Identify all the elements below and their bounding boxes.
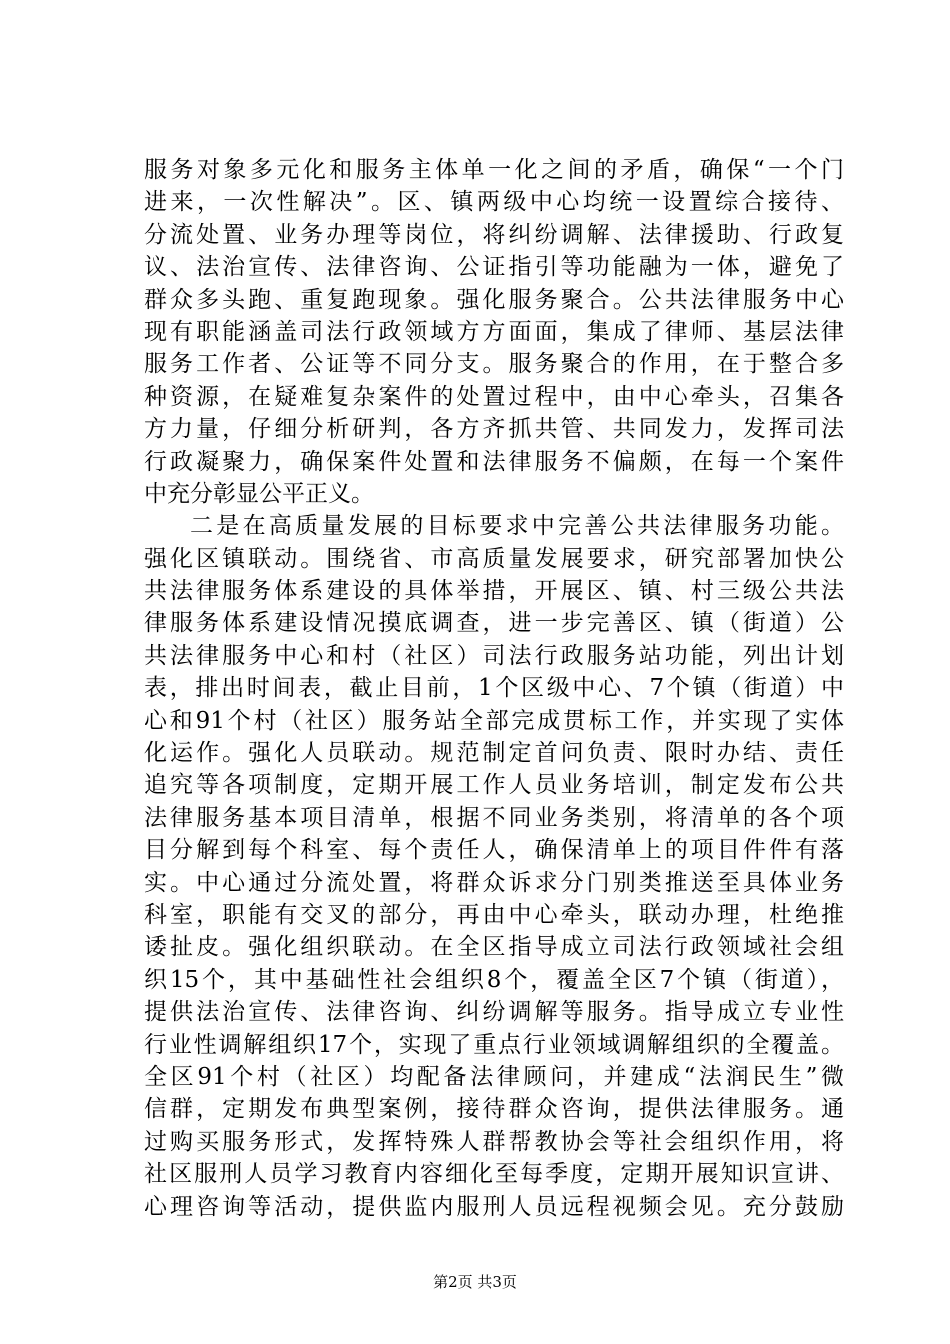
text-line: 分流处置、业务办理等岗位，将纠纷调解、法律援助、行政复 (144, 221, 844, 248)
text-line: 表，排出时间表，截止目前，1个区级中心、7个镇（街道）中 (144, 675, 844, 702)
text-line: 议、法治宣传、法律咨询、公证指引等功能融为一体，避免了 (144, 254, 844, 281)
text-line: 共法律服务中心和村（社区）司法行政服务站功能，列出计划 (144, 642, 844, 669)
text-line: 诿扯皮。强化组织联动。在全区指导成立司法行政领域社会组 (144, 934, 844, 961)
page-number: 第2页 共3页 (433, 1273, 517, 1291)
text-line: 二是在高质量发展的目标要求中完善公共法律服务功能。 (190, 513, 844, 540)
text-line: 群众多头跑、重复跑现象。强化服务聚合。公共法律服务中心 (144, 286, 844, 313)
text-line: 共法律服务体系建设的具体举措，开展区、镇、村三级公共法 (144, 578, 844, 605)
text-line: 进来，一次性解决”。区、镇两级中心均统一设置综合接待、 (144, 189, 844, 216)
text-line: 追究等各项制度，定期开展工作人员业务培训，制定发布公共 (144, 772, 844, 799)
text-line: 中充分彰显公平正义。 (144, 480, 374, 507)
text-line: 科室，职能有交叉的部分，再由中心牵头，联动办理，杜绝推 (144, 901, 844, 928)
text-line: 织15个，其中基础性社会组织8个，覆盖全区7个镇（街道）， (144, 966, 844, 993)
text-line: 现有职能涵盖司法行政领域方方面面，集成了律师、基层法律 (144, 318, 844, 345)
text-line: 心理咨询等活动，提供监内服刑人员远程视频会见。充分鼓励 (144, 1193, 844, 1220)
text-line: 强化区镇联动。围绕省、市高质量发展要求，研究部署加快公 (144, 545, 844, 572)
text-line: 方力量，仔细分析研判，各方齐抓共管、共同发力，发挥司法 (144, 416, 844, 443)
page-footer (0, 1272, 950, 1292)
text-line: 化运作。强化人员联动。规范制定首问负责、限时办结、责任 (144, 740, 844, 767)
text-line: 行政凝聚力，确保案件处置和法律服务不偏颇，在每一个案件 (144, 448, 844, 475)
text-line: 行业性调解组织17个，实现了重点行业领域调解组织的全覆盖。 (144, 1031, 844, 1058)
text-line: 提供法治宣传、法律咨询、纠纷调解等服务。指导成立专业性 (144, 999, 844, 1026)
page-body (144, 154, 844, 1223)
text-line: 服务工作者、公证等不同分支。服务聚合的作用，在于整合多 (144, 351, 844, 378)
paragraph (144, 154, 844, 510)
text-line: 社区服刑人员学习教育内容细化至每季度，定期开展知识宣讲、 (144, 1161, 844, 1188)
paragraph (144, 510, 844, 1223)
text-line: 服务对象多元化和服务主体单一化之间的矛盾，确保“一个门 (144, 157, 844, 183)
text-line: 种资源，在疑难复杂案件的处置过程中，由中心牵头，召集各 (144, 383, 844, 410)
text-line: 全区91个村（社区）均配备法律顾问，并建成“法润民生”微 (144, 1063, 844, 1090)
text-line: 过购买服务形式，发挥特殊人群帮教协会等社会组织作用，将 (144, 1128, 844, 1155)
text-line: 心和91个村（社区）服务站全部完成贯标工作，并实现了实体 (144, 707, 844, 734)
text-line: 律服务体系建设情况摸底调查，进一步完善区、镇（街道）公 (144, 610, 844, 637)
text-line: 目分解到每个科室、每个责任人，确保清单上的项目件件有落 (144, 837, 844, 864)
text-line: 实。中心通过分流处置，将群众诉求分门别类推送至具体业务 (144, 869, 844, 896)
text-line: 信群，定期发布典型案例，接待群众咨询，提供法律服务。通 (144, 1096, 844, 1123)
text-line: 法律服务基本项目清单，根据不同业务类别，将清单的各个项 (144, 804, 844, 831)
